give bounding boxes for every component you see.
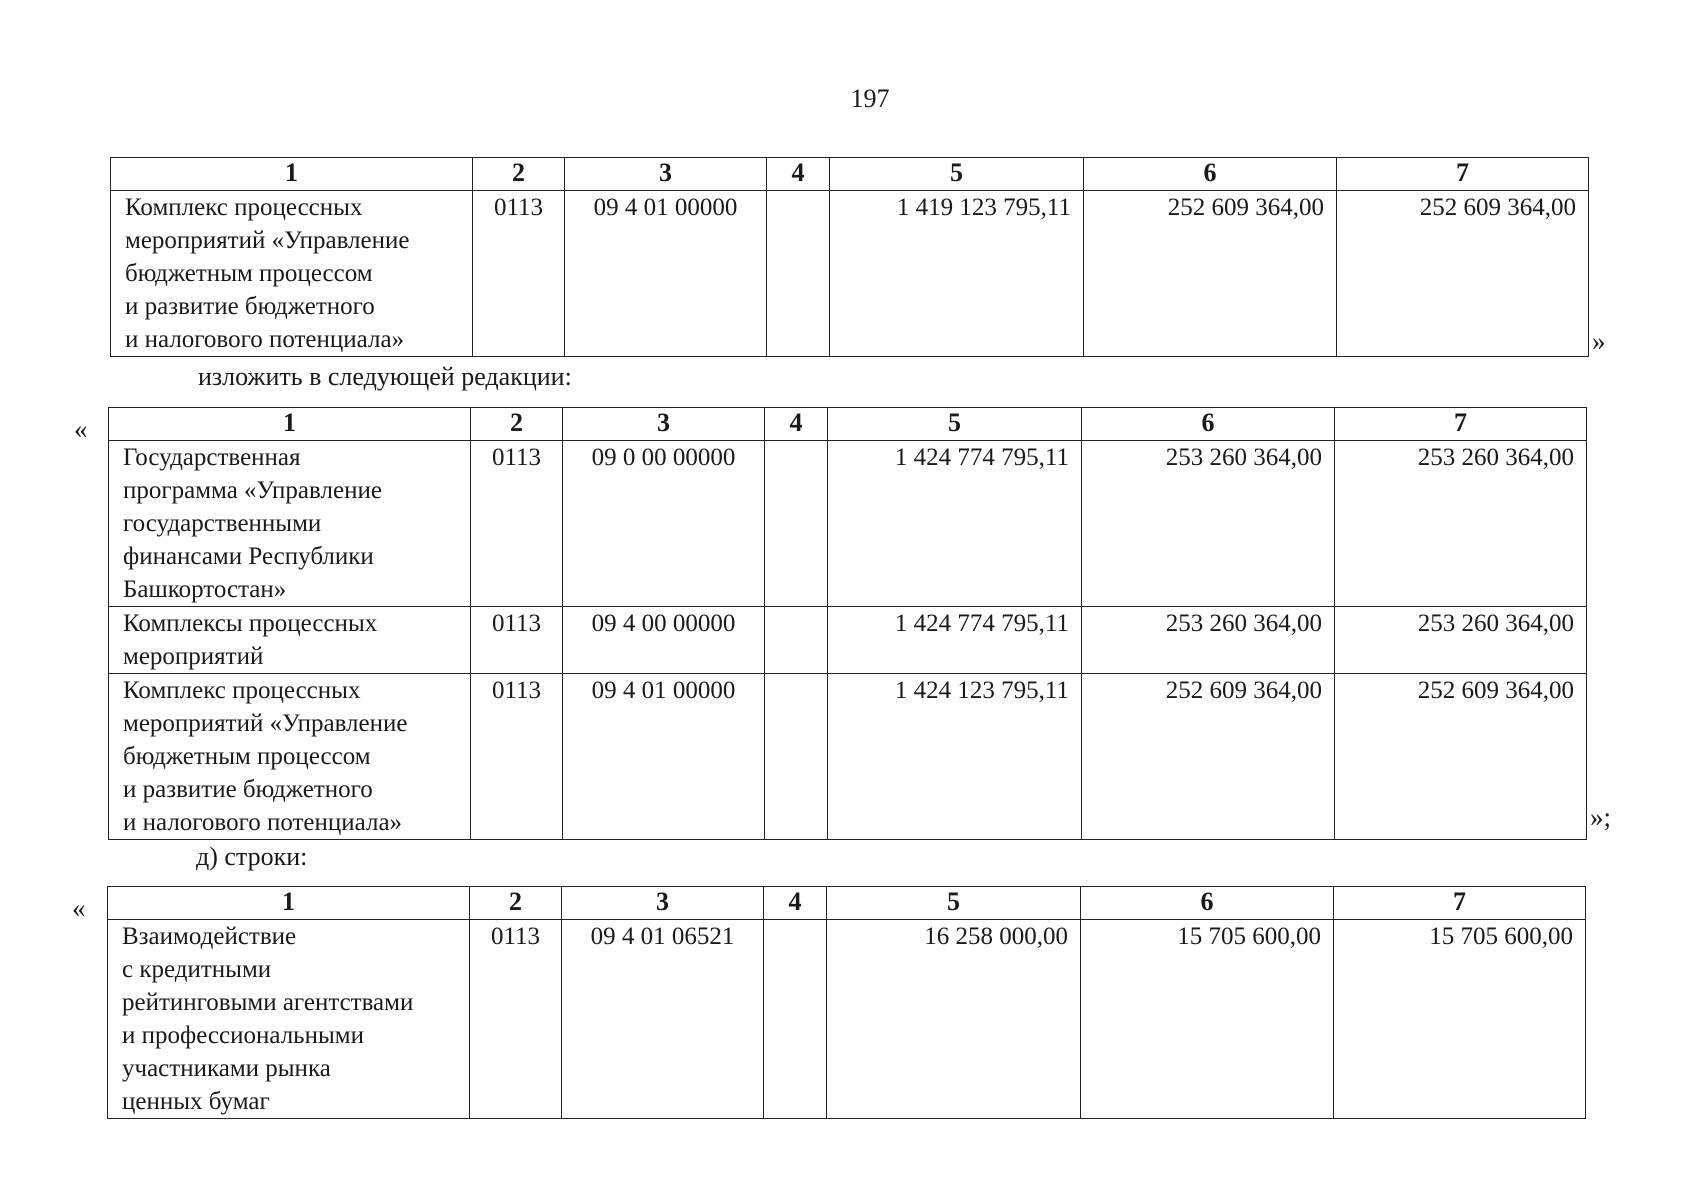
amount-year3-cell: 252 609 364,00: [1335, 674, 1587, 840]
table-row: [108, 920, 1586, 1119]
target-article-cell: 09 0 00 00000: [563, 441, 765, 607]
row-name-line: государственными: [123, 510, 322, 537]
row-name-line: мероприятий «Управление: [123, 710, 408, 737]
amount-year3-cell: 253 260 364,00: [1335, 441, 1587, 607]
expense-type-cell: [767, 191, 830, 357]
row-name-cell: [108, 920, 470, 1119]
table-row: [109, 607, 1587, 674]
row-name-line: финансами Республики: [123, 543, 374, 570]
expense-type-cell: [765, 607, 828, 674]
amount-year3-cell: 253 260 364,00: [1335, 607, 1587, 674]
table-body: [108, 887, 1586, 1119]
row-name-cell: [111, 191, 473, 357]
row-name-line: ценных бумаг: [122, 1088, 270, 1115]
column-header-5: 5: [828, 408, 1082, 441]
row-name-line: с кредитными: [122, 956, 272, 983]
row-name-line: программа «Управление: [123, 477, 382, 504]
amount-year2-cell: 253 260 364,00: [1082, 607, 1335, 674]
row-name-line: Государственная: [123, 444, 301, 471]
row-name-line: и налогового потенциала»: [125, 326, 405, 353]
column-header-5: 5: [830, 158, 1084, 191]
column-header-6: 6: [1084, 158, 1337, 191]
row-name-cell: [109, 607, 471, 674]
target-article-cell: 09 4 01 00000: [565, 191, 767, 357]
amount-year3-cell: 252 609 364,00: [1337, 191, 1589, 357]
column-header-7: 7: [1335, 408, 1587, 441]
row-name-line: Башкортостан»: [123, 576, 287, 603]
column-header-4: 4: [764, 887, 827, 920]
amount-year1-cell: 1 424 774 795,11: [828, 441, 1082, 607]
column-header-3: 3: [562, 887, 764, 920]
table-body: [111, 158, 1589, 357]
row-name-line: и развитие бюджетного: [123, 776, 373, 803]
table-header-row: [109, 408, 1587, 441]
row-name-line: и развитие бюджетного: [125, 293, 375, 320]
open-quote: «: [74, 414, 88, 444]
column-header-2: 2: [473, 158, 565, 191]
column-header-5: 5: [827, 887, 1081, 920]
row-name-line: бюджетным процессом: [125, 260, 373, 287]
column-header-2: 2: [470, 887, 562, 920]
column-header-7: 7: [1334, 887, 1586, 920]
column-header-3: 3: [565, 158, 767, 191]
column-header-2: 2: [471, 408, 563, 441]
column-header-4: 4: [765, 408, 828, 441]
expense-type-cell: [765, 674, 828, 840]
amount-year1-cell: 1 419 123 795,11: [830, 191, 1084, 357]
row-name-line: рейтинговыми агентствами: [122, 989, 414, 1016]
amount-year2-cell: 15 705 600,00: [1081, 920, 1334, 1119]
amount-year3-cell: 15 705 600,00: [1334, 920, 1586, 1119]
column-header-6: 6: [1082, 408, 1335, 441]
column-header-1: 1: [111, 158, 473, 191]
row-name-line: бюджетным процессом: [123, 743, 371, 770]
row-name-line: Взаимодействие: [122, 923, 297, 950]
amount-year1-cell: 1 424 774 795,11: [828, 607, 1082, 674]
amount-year1-cell: 16 258 000,00: [827, 920, 1081, 1119]
amount-year2-cell: 253 260 364,00: [1082, 441, 1335, 607]
page-number: 197: [850, 84, 890, 113]
table-row: [111, 191, 1589, 357]
row-name-line: участниками рынка: [122, 1055, 331, 1082]
budget-table-lines: [107, 886, 1586, 1119]
column-header-1: 1: [108, 887, 470, 920]
target-article-cell: 09 4 00 00000: [563, 607, 765, 674]
table-header-row: [108, 887, 1586, 920]
table-row: [109, 674, 1587, 840]
budget-table-new: [108, 407, 1587, 840]
expense-type-cell: [765, 441, 828, 607]
section-code-cell: 0113: [471, 441, 563, 607]
expense-type-cell: [764, 920, 827, 1119]
row-name-line: Комплекс процессных: [123, 677, 361, 704]
row-name-line: мероприятий «Управление: [125, 227, 410, 254]
row-name-line: мероприятий: [123, 643, 264, 670]
table-row: [109, 441, 1587, 607]
column-header-3: 3: [563, 408, 765, 441]
close-quote: »: [1592, 326, 1606, 356]
instruction-replace: изложить в следующей редакции:: [198, 362, 572, 391]
section-code-cell: 0113: [471, 607, 563, 674]
section-code-cell: 0113: [473, 191, 565, 357]
amount-year2-cell: 252 609 364,00: [1082, 674, 1335, 840]
row-name-line: и профессиональными: [122, 1022, 364, 1049]
target-article-cell: 09 4 01 00000: [563, 674, 765, 840]
target-article-cell: 09 4 01 06521: [562, 920, 764, 1119]
row-name-line: и налогового потенциала»: [123, 809, 403, 836]
column-header-7: 7: [1337, 158, 1589, 191]
section-code-cell: 0113: [470, 920, 562, 1119]
open-quote: «: [72, 893, 86, 923]
row-name-line: Комплексы процессных: [123, 610, 378, 637]
budget-table-old: [110, 157, 1589, 357]
amount-year2-cell: 252 609 364,00: [1084, 191, 1337, 357]
table-header-row: [111, 158, 1589, 191]
instruction-lines: д) строки:: [196, 842, 308, 871]
column-header-4: 4: [767, 158, 830, 191]
column-header-6: 6: [1081, 887, 1334, 920]
section-code-cell: 0113: [471, 674, 563, 840]
close-quote: »;: [1590, 802, 1612, 832]
row-name-line: Комплекс процессных: [125, 194, 363, 221]
table-body: [109, 408, 1587, 840]
amount-year1-cell: 1 424 123 795,11: [828, 674, 1082, 840]
column-header-1: 1: [109, 408, 471, 441]
row-name-cell: [109, 441, 471, 607]
row-name-cell: [109, 674, 471, 840]
